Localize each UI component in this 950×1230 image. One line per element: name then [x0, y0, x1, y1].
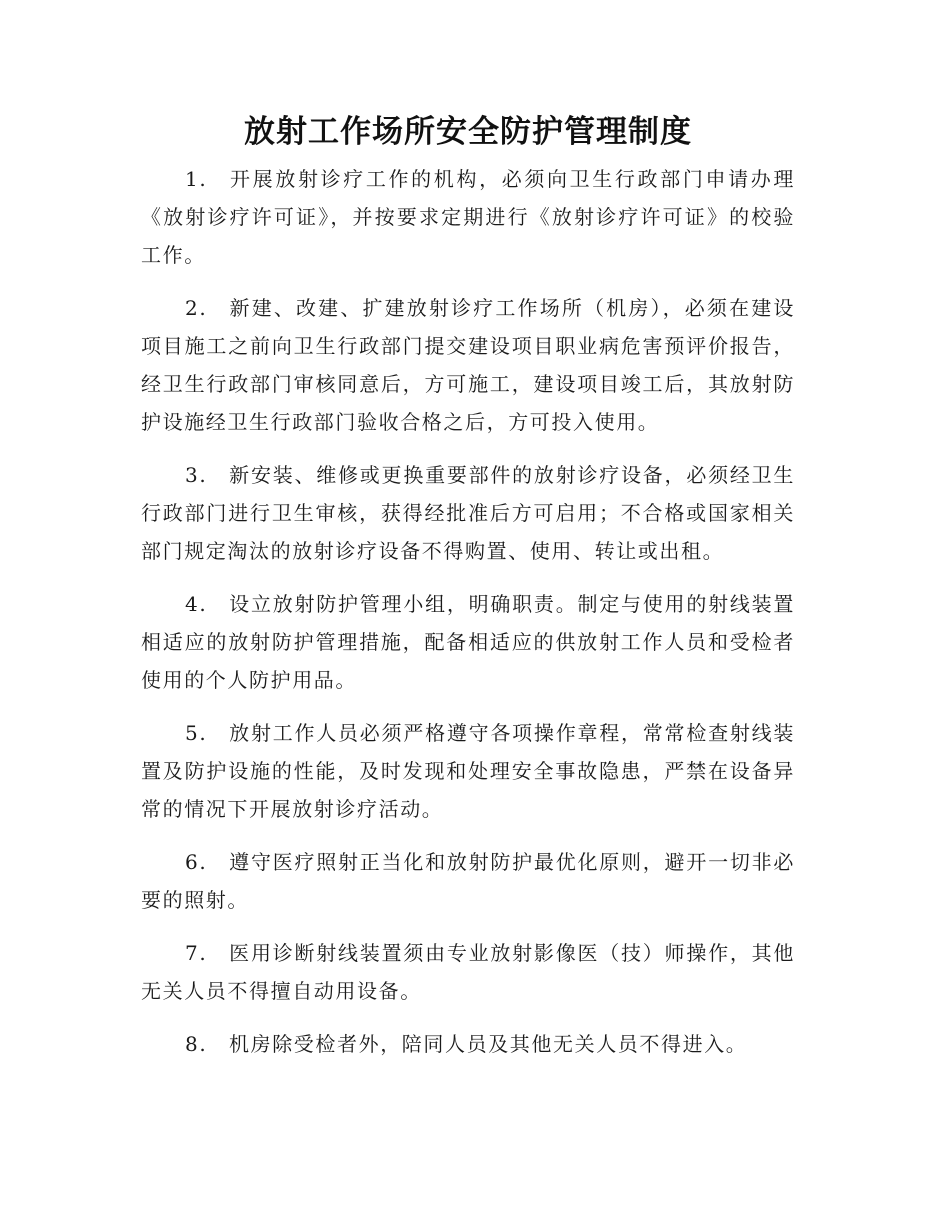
clause-list: [141, 160, 795, 1063]
clause-text: 遵守医疗照射正当化和放射防护最优化原则，避开一切非必要的照射。: [141, 850, 795, 912]
clause-number: 2.: [185, 296, 208, 320]
clause-number: 4.: [185, 592, 208, 616]
clause-text: 医用诊断射线装置须由专业放射影像医（技）师操作，其他无关人员不得擅自动用设备。: [141, 941, 795, 1003]
clause-number: 6.: [185, 850, 208, 874]
clause-item: [141, 714, 795, 828]
clause-text: 开展放射诊疗工作的机构，必须向卫生行政部门申请办理《放射诊疗许可证》，并按要求定期进行《放射诊疗许可证》的校验工作。: [141, 167, 795, 267]
clause-text: 新建、改建、扩建放射诊疗工作场所（机房），必须在建设项目施工之前向卫生行政部门提交建设项目职业病危害预评价报告，经卫生行政部门审核同意后，方可施工，建设项目竣工后，其放射防护设施经卫生行政部门验收合格之后，方可投入使用。: [141, 296, 795, 434]
clause-text: 新安装、维修或更换重要部件的放射诊疗设备，必须经卫生行政部门进行卫生审核，获得经批准后方可启用；不合格或国家相关部门规定淘汰的放射诊疗设备不得购置、使用、转让或出租。: [141, 463, 795, 563]
clause-number: 7.: [185, 941, 208, 965]
clause-item: [141, 585, 795, 699]
clause-text: 放射工作人员必须严格遵守各项操作章程，常常检查射线装置及防护设施的性能，及时发现和处理安全事故隐患，严禁在设备异常的情况下开展放射诊疗活动。: [141, 721, 795, 821]
clause-text: 机房除受检者外，陪同人员及其他无关人员不得进入。: [229, 1032, 748, 1056]
clause-number: 1.: [185, 167, 208, 191]
clause-item: [141, 934, 795, 1010]
clause-text: 设立放射防护管理小组，明确职责。制定与使用的射线装置相适应的放射防护管理措施，配备相适应的供放射工作人员和受检者使用的个人防护用品。: [141, 592, 795, 692]
clause-item: [141, 289, 795, 441]
clause-item: [141, 456, 795, 570]
clause-number: 8.: [185, 1032, 208, 1056]
clause-item: [141, 160, 795, 274]
clause-item: [141, 843, 795, 919]
document-title: 放射工作场所安全防护管理制度: [244, 114, 692, 150]
clause-number: 3.: [185, 463, 208, 487]
clause-item: [141, 1025, 795, 1063]
clause-number: 5.: [185, 721, 208, 745]
